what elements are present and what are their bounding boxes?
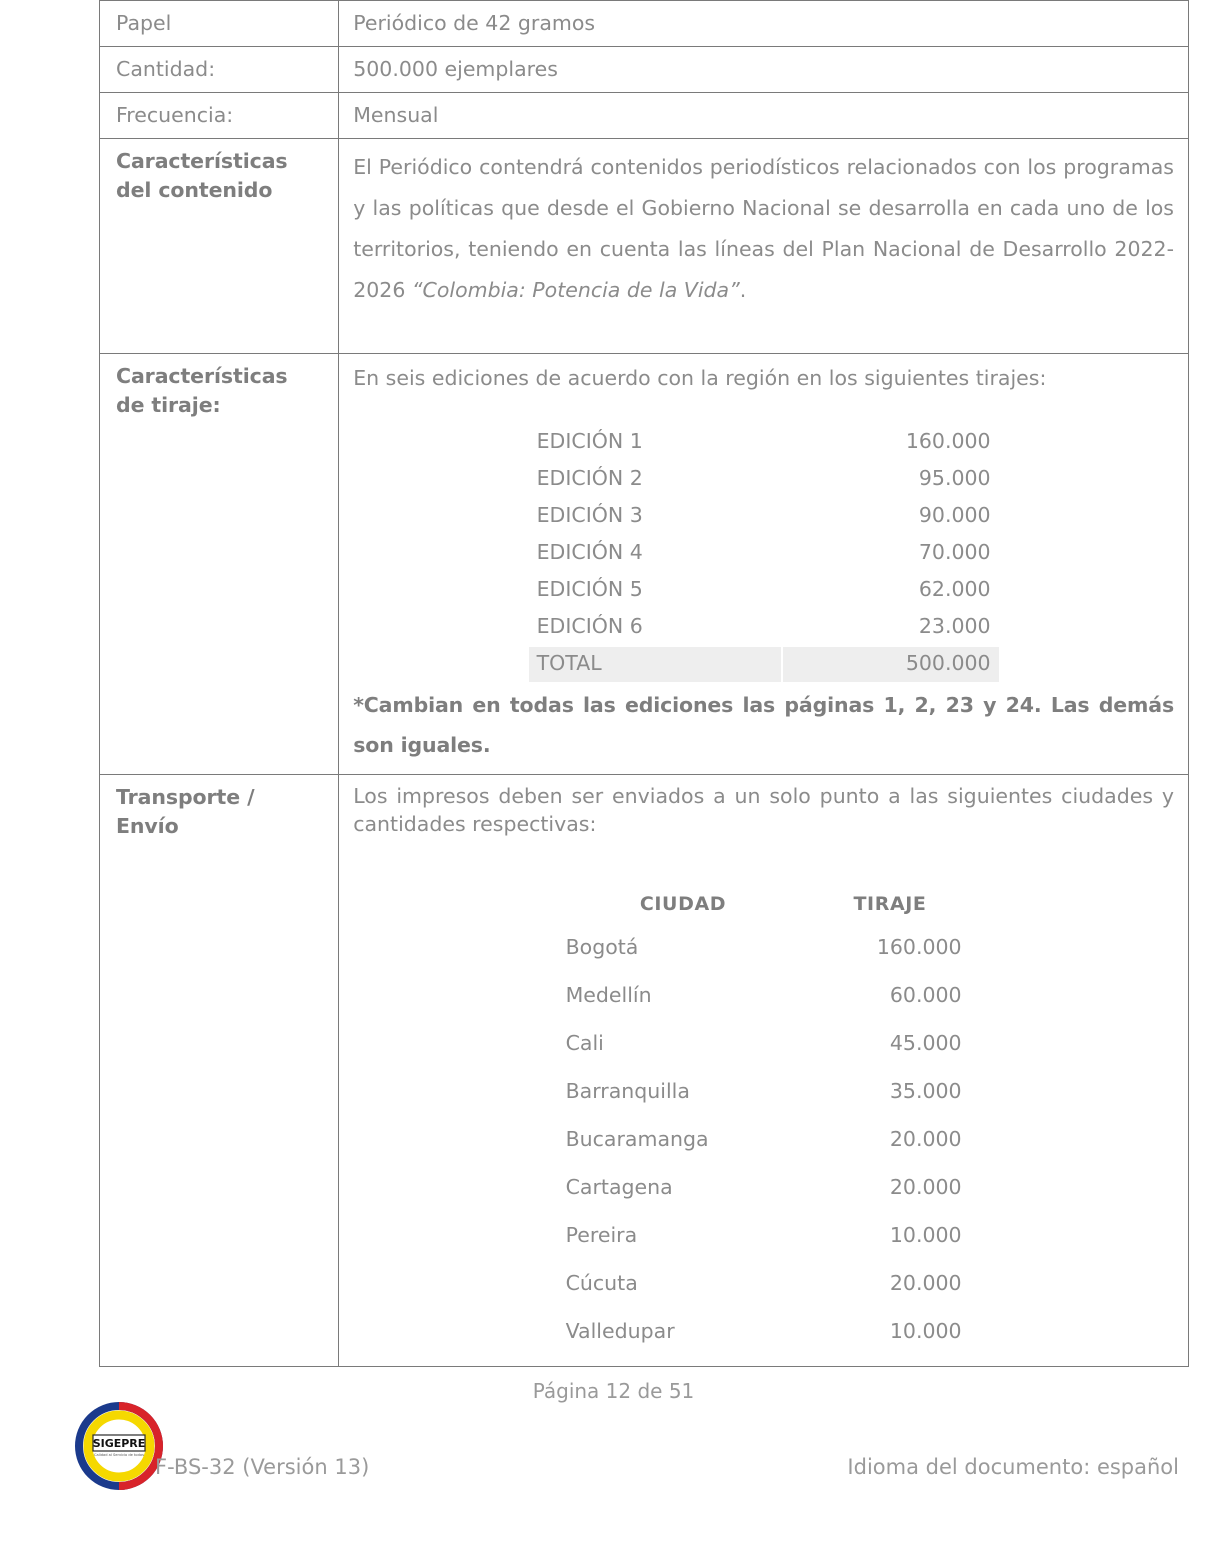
city-row	[558, 1166, 970, 1212]
row-label: Frecuencia:	[116, 103, 234, 128]
city-name: Cúcuta	[565, 1270, 638, 1295]
content-paragraph	[353, 147, 1174, 311]
sigepre-logo-icon	[75, 1400, 163, 1492]
edition-qty: 90.000	[918, 503, 991, 528]
table-row	[100, 93, 1189, 139]
edition-total-label: TOTAL	[529, 647, 781, 682]
row-value: Mensual	[353, 103, 439, 128]
row-label	[100, 139, 338, 213]
edition-qty: 95.000	[918, 466, 991, 491]
row-label-line2: Envío	[116, 814, 179, 839]
row-label-cell	[100, 775, 339, 1367]
city-qty: 10.000	[889, 1318, 962, 1343]
city-qty: 10.000	[889, 1222, 962, 1247]
row-label-cell	[100, 139, 339, 354]
edition-name: EDICIÓN 6	[536, 614, 643, 639]
city-row	[558, 1118, 970, 1164]
city-qty: 60.000	[889, 982, 962, 1007]
city-row	[558, 1070, 970, 1116]
row-label: Papel	[116, 11, 172, 35]
city-row	[558, 1214, 970, 1260]
tiraje-intro: En seis ediciones de acuerdo con la región en los siguientes tirajes:	[353, 366, 1047, 391]
specification-table	[99, 0, 1189, 1367]
city-name: Bucaramanga	[565, 1126, 709, 1151]
row-label-line2: del contenido	[116, 178, 273, 203]
row-label-cell	[100, 47, 339, 93]
row-value: 500.000 ejemplares	[353, 57, 558, 82]
sigepre-logo-subtitle: Calidad al Servicio de todos	[94, 1453, 144, 1457]
city-table-head	[558, 876, 970, 924]
city-table-body	[558, 926, 970, 1356]
edition-qty: 62.000	[918, 577, 991, 602]
sigepre-logo-svg	[75, 1400, 163, 1492]
edition-name: EDICIÓN 2	[536, 466, 643, 491]
row-label-line1: Características	[116, 364, 288, 389]
row-value-cell	[339, 47, 1189, 93]
table-row-tiraje	[100, 354, 1189, 775]
city-row	[558, 926, 970, 972]
city-row	[558, 1262, 970, 1308]
content-paragraph-quote: “Colombia: Potencia de la Vida”	[411, 278, 740, 303]
row-label	[100, 354, 338, 428]
sigepre-logo-text: SIGEPRE	[92, 1437, 146, 1450]
edition-row	[529, 462, 999, 497]
row-label-cell	[100, 93, 339, 139]
city-table-wrapper	[353, 838, 1174, 1358]
city-name: Cartagena	[565, 1174, 673, 1199]
row-label-cell	[100, 354, 339, 775]
edition-name: EDICIÓN 4	[536, 540, 643, 565]
table-row	[100, 47, 1189, 93]
city-qty: 35.000	[889, 1078, 962, 1103]
page-number: Página 12 de 51	[532, 1379, 695, 1403]
specification-table-body	[100, 1, 1189, 1367]
row-label	[100, 775, 338, 849]
city-row	[558, 1022, 970, 1068]
tiraje-note: *Cambian en todas las ediciones las páginas 1, 2, 23 y 24. Las demás son iguales.	[353, 693, 1174, 758]
edition-table-body	[529, 425, 999, 682]
city-name: Cali	[565, 1030, 604, 1055]
content-paragraph-tail: .	[739, 278, 747, 303]
city-name: Valledupar	[565, 1318, 675, 1343]
edition-row	[529, 536, 999, 571]
table-row-contenido	[100, 139, 1189, 354]
city-qty: 20.000	[889, 1126, 962, 1151]
row-value	[339, 354, 1188, 774]
edition-total-qty: 500.000	[783, 647, 999, 682]
row-label-line1: Características	[116, 149, 288, 174]
city-qty: 45.000	[889, 1030, 962, 1055]
city-name: Barranquilla	[565, 1078, 690, 1103]
document-language: Idioma del documento: español	[847, 1455, 1179, 1479]
row-label-cell	[100, 1, 339, 47]
form-code: F-BS-32 (Versión 13)	[155, 1455, 370, 1479]
city-qty: 20.000	[889, 1174, 962, 1199]
city-table	[556, 874, 972, 1358]
edition-total-row	[529, 647, 999, 682]
table-row	[100, 1, 1189, 47]
edition-row	[529, 425, 999, 460]
city-name: Bogotá	[565, 934, 639, 959]
city-header-tiraje: TIRAJE	[853, 893, 927, 916]
city-header-ciudad: CIUDAD	[639, 893, 727, 916]
row-value	[339, 775, 1188, 1366]
edition-name: EDICIÓN 3	[536, 503, 643, 528]
city-row	[558, 974, 970, 1020]
city-qty: 20.000	[889, 1270, 962, 1295]
city-row	[558, 1310, 970, 1356]
edition-qty: 23.000	[918, 614, 991, 639]
city-qty: 160.000	[876, 934, 962, 959]
row-value: Periódico de 42 gramos	[353, 11, 596, 35]
edition-row	[529, 499, 999, 534]
city-name: Medellín	[565, 982, 652, 1007]
city-name: Pereira	[565, 1222, 638, 1247]
row-value-cell	[339, 139, 1189, 354]
row-label: Cantidad:	[116, 57, 216, 82]
row-value-cell	[339, 1, 1189, 47]
row-value-cell	[339, 775, 1189, 1367]
edition-name: EDICIÓN 5	[536, 577, 643, 602]
row-label-line1: Transporte /	[116, 785, 255, 810]
row-value-cell	[339, 93, 1189, 139]
row-value	[339, 139, 1188, 353]
edition-table-wrapper	[353, 395, 1174, 684]
row-value-cell	[339, 354, 1189, 775]
row-label-line2: de tiraje:	[116, 393, 221, 418]
content-paragraph-text: El Periódico contendrá contenidos periodísticos relacionados con los programas y las políticas que desde el Gobierno Nacional se desarrolla en cada uno de los territorios, teniendo en cuenta las líneas del Plan Nacional de Desarrollo 2022-2026	[353, 155, 1174, 303]
edition-row	[529, 573, 999, 608]
edition-row	[529, 610, 999, 645]
edition-qty: 70.000	[918, 540, 991, 565]
city-header-row	[558, 876, 970, 924]
edition-qty: 160.000	[905, 429, 991, 454]
table-row-transporte	[100, 775, 1189, 1367]
edition-table	[527, 423, 1001, 684]
edition-name: EDICIÓN 1	[536, 429, 643, 454]
transporte-intro: Los impresos deben ser enviados a un solo punto a las siguientes ciudades y cantidades respectivas:	[353, 784, 1174, 836]
